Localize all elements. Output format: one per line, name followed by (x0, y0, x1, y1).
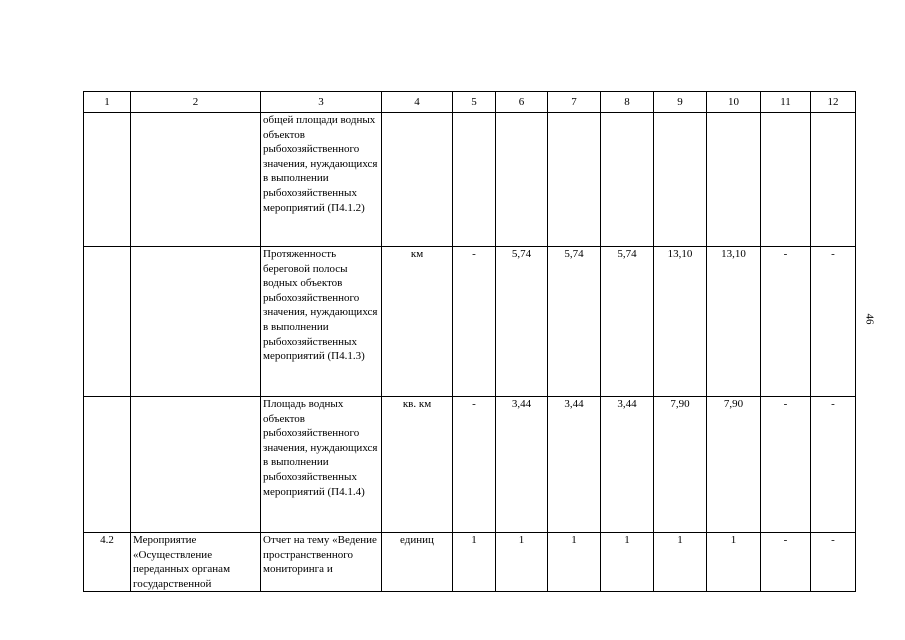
cell-value: - (811, 247, 856, 397)
header-cell: 10 (707, 92, 761, 113)
cell-value: - (811, 533, 856, 592)
cell-indicator: Протяженность береговой полосы водных объектов рыбохозяйственного значения, нуждающихся в выполнении рыбохозяйственных мероприятий (П4.1.3) (261, 247, 382, 397)
cell-value: 5,74 (601, 247, 654, 397)
table-row (84, 397, 856, 533)
cell-value: 3,44 (601, 397, 654, 533)
table-row (84, 247, 856, 397)
cell-value: - (453, 247, 496, 397)
cell-unit: единиц (382, 533, 453, 592)
header-cell: 4 (382, 92, 453, 113)
cell-value: 3,44 (496, 397, 548, 533)
cell-indicator: общей площади водных объектов рыбохозяйственного значения, нуждающихся в выполнении рыбохозяйственных мероприятий (П4.1.2) (261, 113, 382, 247)
header-cell: 3 (261, 92, 382, 113)
table-row (84, 533, 856, 592)
cell-value: 1 (707, 533, 761, 592)
cell-value (811, 113, 856, 247)
cell-value: - (761, 533, 811, 592)
cell-number: 4.2 (84, 533, 131, 592)
header-cell: 6 (496, 92, 548, 113)
cell-value (548, 113, 601, 247)
cell-value (496, 113, 548, 247)
table-row (84, 113, 856, 247)
cell-value: - (453, 397, 496, 533)
header-cell: 7 (548, 92, 601, 113)
header-cell: 1 (84, 92, 131, 113)
cell-value: 3,44 (548, 397, 601, 533)
cell-value (601, 113, 654, 247)
cell-value: - (761, 247, 811, 397)
cell-unit: км (382, 247, 453, 397)
cell-value: - (811, 397, 856, 533)
cell-value: 7,90 (707, 397, 761, 533)
header-cell: 2 (131, 92, 261, 113)
cell-value: 1 (496, 533, 548, 592)
cell-number (84, 397, 131, 533)
cell-indicator: Площадь водных объектов рыбохозяйственного значения, нуждающихся в выполнении рыбохозяйственных мероприятий (П4.1.4) (261, 397, 382, 533)
cell-value: 7,90 (654, 397, 707, 533)
cell-value: 1 (548, 533, 601, 592)
header-cell: 12 (811, 92, 856, 113)
cell-unit (382, 113, 453, 247)
cell-value: - (761, 397, 811, 533)
cell-value: 13,10 (654, 247, 707, 397)
cell-indicator: Отчет на тему «Ведение пространственного мониторинга и (261, 533, 382, 592)
data-table (83, 91, 856, 592)
cell-event (131, 397, 261, 533)
cell-value: 5,74 (496, 247, 548, 397)
header-cell: 9 (654, 92, 707, 113)
cell-value: 13,10 (707, 247, 761, 397)
cell-unit: кв. км (382, 397, 453, 533)
header-row (84, 92, 856, 113)
page-number: 46 (863, 313, 876, 325)
cell-value: 1 (654, 533, 707, 592)
cell-number (84, 247, 131, 397)
cell-event: Мероприятие «Осуществление переданных органам государственной (131, 533, 261, 592)
cell-value (761, 113, 811, 247)
header-cell: 11 (761, 92, 811, 113)
cell-value: 1 (601, 533, 654, 592)
header-cell: 5 (453, 92, 496, 113)
header-cell: 8 (601, 92, 654, 113)
cell-number (84, 113, 131, 247)
cell-value: 5,74 (548, 247, 601, 397)
cell-event (131, 113, 261, 247)
cell-value (453, 113, 496, 247)
cell-value (707, 113, 761, 247)
cell-value (654, 113, 707, 247)
cell-value: 1 (453, 533, 496, 592)
cell-event (131, 247, 261, 397)
